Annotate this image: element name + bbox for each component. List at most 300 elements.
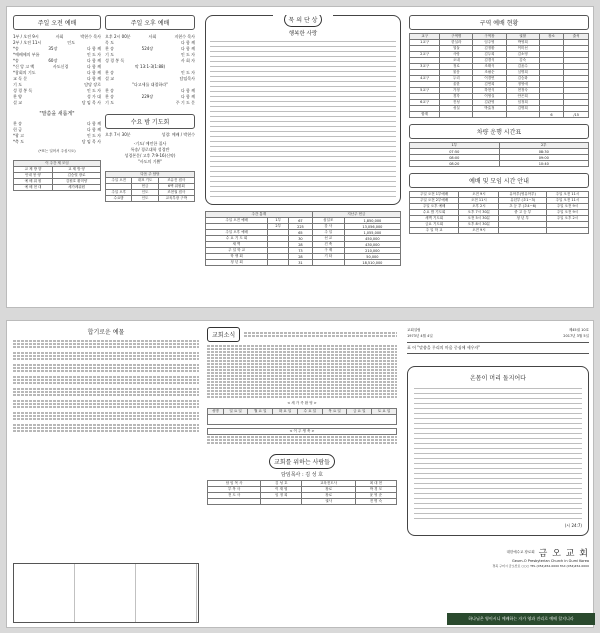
news-item — [207, 360, 397, 362]
news-item — [207, 345, 397, 347]
order-row-cell: 담 임 목 사 — [81, 100, 101, 105]
news-item — [207, 387, 397, 389]
birthday-title: < 이 주 생 축 > — [207, 428, 397, 435]
district-row-cell: /15 — [564, 112, 589, 118]
cover-panel — [407, 327, 589, 617]
district-row-cell: 김소영 — [506, 52, 539, 58]
cover-poem-box — [407, 366, 589, 536]
wednesday-service-title: 수요 밤 기도회 — [105, 114, 195, 129]
district-row-cell: 6 — [539, 112, 564, 118]
order-row-cell: 다 함 께 — [86, 121, 101, 126]
stats-row-cell: 학 생 회 — [206, 254, 268, 260]
cover-issue: 제45권 10호 — [568, 328, 589, 332]
district-row-cell: 정영애 — [506, 82, 539, 88]
prayer-text-line — [13, 388, 199, 390]
order-row-cell: *축 도 — [13, 139, 24, 144]
duty-row-cell — [261, 499, 302, 505]
schedule-header: 화 요 일 — [273, 409, 298, 415]
order-row-cell: 다 함 께 — [86, 76, 101, 81]
duty-title: 교회를 위하는 사람들 — [269, 454, 335, 469]
district-row-cell: 사랑 — [440, 52, 473, 58]
prayer-section — [13, 364, 199, 372]
car-header: 2부 — [499, 143, 589, 149]
prayer-section — [13, 352, 199, 360]
order-row-cell: *참회의 기도 — [13, 70, 36, 75]
meeting-row-cell: 주 일 학 교 — [410, 228, 459, 234]
duty-row-cell: 전 명 숙 — [355, 499, 396, 505]
poem-body — [414, 388, 582, 523]
order-row-cell: 인 도 자 — [86, 133, 101, 138]
order-row-cell: 사도신경 — [52, 64, 69, 69]
stats-row-cell: 선 교 — [312, 236, 344, 242]
stats-row-cell: 주일 오전 예배 — [206, 218, 268, 224]
order-row — [13, 100, 101, 106]
offering-team-title: 이 주간 제 모임 — [14, 161, 101, 167]
district-row-cell: 김경식 — [473, 58, 506, 64]
meetings-table — [409, 191, 589, 234]
district-row-cell: 하현식 — [473, 88, 506, 94]
offering-team-table — [13, 160, 101, 191]
news-item — [207, 366, 397, 368]
order-row-cell: 지현수 목사 — [174, 34, 195, 39]
stats-row-cell: 1부 — [268, 218, 289, 224]
prayer-text-line — [13, 391, 199, 393]
offering-team-row-cell: 예 배 현 대 — [14, 185, 53, 191]
order-row-cell: 박현수 목사 — [80, 34, 101, 39]
prayer-panel — [13, 327, 199, 623]
district-row-cell: 김숙 — [506, 58, 539, 64]
attendance-title: 주간 통계 — [206, 212, 313, 218]
district-row — [410, 112, 589, 118]
prayer-text-line — [13, 400, 199, 402]
district-row-cell: 4교구 — [410, 76, 440, 82]
prayer-text-line — [13, 364, 199, 366]
cover-motto: 표 어 "말씀을 무리의 마음 중심에 세우자" — [407, 342, 589, 354]
order-row-cell: 찬 송 — [105, 70, 114, 75]
prayer-section — [13, 340, 199, 348]
afternoon-service-order — [105, 34, 195, 106]
district-row-cell: 심명희 — [506, 70, 539, 76]
duty-row-cell: 권사 — [302, 499, 355, 505]
stats-row-cell: 주 일 학 교 — [206, 248, 268, 254]
meeting-row-cell: 새벽 기도회 — [410, 216, 459, 222]
news-title: 교회소식 — [207, 327, 240, 342]
stats-row-cell: 새 벽 — [206, 242, 268, 248]
stats-row-cell: 감 사 — [312, 224, 344, 230]
stats-row-cell: 28 — [289, 242, 313, 248]
morning-service-order — [13, 34, 101, 106]
order-row-cell: 다 함 께 — [86, 70, 101, 75]
order-row-cell: 다 함 께 — [86, 58, 101, 63]
order-row-cell: 인도 — [67, 40, 75, 45]
district-header: 출석 — [564, 34, 589, 40]
next-week-row-cell: 주일 오후 — [106, 190, 132, 196]
district-row-cell: 임주영 — [473, 40, 506, 46]
district-header: 권찰 — [506, 34, 539, 40]
prayer-text-line — [13, 379, 199, 381]
district-row-cell: 김정환 — [473, 46, 506, 52]
prayer-text-line — [13, 352, 199, 354]
stats-row-cell: 210,000 — [344, 248, 400, 254]
wednesday-line: -기도/ 예언한 집사 — [133, 141, 167, 146]
schedule-header: 목 요 일 — [322, 409, 347, 415]
schedule-header: 월 요 일 — [248, 409, 273, 415]
prayer-text-line — [13, 358, 199, 360]
stats-row-cell: 67 — [289, 218, 313, 224]
stats-row — [206, 260, 401, 266]
car-row — [410, 161, 589, 167]
order-row-cell: 다 함 께 — [180, 40, 195, 45]
order-row-cell: 다 함 께 — [180, 94, 195, 99]
prayer-text-line — [13, 382, 199, 384]
offering-team-row-cell: 김원호 황미양 — [53, 179, 101, 185]
church-english-name: Geum-O Presbyterian Church in Gumi Korea — [512, 559, 589, 563]
cover-issue-date: 2017년 3월 5일 — [563, 334, 589, 338]
prayer-schedule-grid — [13, 563, 199, 623]
stats-row-cell: 225 — [289, 224, 313, 230]
order-row-cell: 인 도 자 — [180, 70, 195, 75]
order-row-cell: 헌 금 — [13, 127, 22, 132]
stats-row-cell: 기 타 — [312, 254, 344, 260]
meeting-row-cell: 금요 기도회 — [410, 222, 459, 228]
meeting-row-cell: 주일 오전 9시 — [546, 210, 588, 216]
meeting-row-cell — [546, 228, 588, 234]
order-row-cell: 설 교 — [105, 76, 114, 81]
poem-title: 온몸이 머리 돌지어다 — [470, 375, 526, 382]
prayer-text-line — [13, 430, 199, 432]
schedule-header: 수 요 일 — [297, 409, 322, 415]
meeting-row-cell: 오전 9시 — [459, 228, 499, 234]
district-row-cell: 합계 — [410, 112, 440, 118]
duty-row-cell: 최 대 현 — [355, 481, 396, 487]
stats-row-cell: 청 년 회 — [206, 260, 268, 266]
order-row-cell: 기 도 — [13, 82, 22, 87]
next-week-row-cell: 주일 오전 — [106, 178, 132, 184]
stats-row-cell: 18,510,000 — [344, 260, 400, 266]
news-item — [207, 363, 397, 365]
stats-row-cell: 2부 — [268, 224, 289, 230]
meeting-row-cell: 주일 오전 9시 — [546, 204, 588, 210]
offering-team-row-cell: 예 배 위 원 — [14, 179, 53, 185]
news-item — [207, 384, 397, 386]
order-row-cell: *예배에의 부름 — [13, 52, 40, 57]
meditation-title: 묵 의 단 상 — [284, 15, 323, 27]
order-row-cell: "다고세를 대접하라" — [132, 82, 168, 87]
district-row-cell: 물음 — [440, 70, 473, 76]
offering-team-row-cell: 교 제 방 양 — [53, 167, 101, 173]
prayer-text-line — [13, 367, 199, 369]
district-row-cell: 1교구 — [410, 40, 440, 46]
prayer-text-line — [13, 376, 199, 378]
news-item — [207, 378, 397, 380]
stats-row-cell: 65 — [289, 230, 313, 236]
duty-subtitle: 담임목사 : 김 성 호 — [281, 472, 323, 478]
order-row-cell: 사 회 자 — [180, 58, 195, 63]
stats-row-cell: 28 — [289, 254, 313, 260]
meditation-headline: 행복한 사랑 — [288, 31, 318, 37]
next-week-row-cell: 조현권 집사 — [158, 190, 194, 196]
car-row-cell: 08:20 — [410, 161, 500, 167]
meeting-row-cell: 수요 밤 기도회 — [410, 210, 459, 216]
district-row-cell: 가정 — [440, 88, 473, 94]
stats-row-cell: 73 — [289, 248, 313, 254]
order-row-cell: 35장 — [48, 46, 58, 51]
next-week-row-cell: 조유진 집사 — [158, 178, 194, 184]
meetings-title: 예배 및 모임 시간 안내 — [409, 173, 589, 188]
prayer-text-line — [13, 370, 199, 372]
meeting-row-cell: 유년부 (초1~3) — [499, 198, 546, 204]
morning-service-panel — [13, 15, 101, 295]
sermon-title: "말씀을 새롭게" — [39, 111, 75, 117]
stand-note: (*표는 일어서 주십시오) — [38, 149, 76, 153]
duty-row-cell: 박 경 모 — [355, 487, 396, 493]
prayer-sections — [13, 340, 199, 432]
poem-verse: (시 24:7) — [564, 523, 582, 528]
offering-team-row-cell: 김승렬 장로 — [53, 173, 101, 179]
news-item — [207, 372, 397, 374]
order-row-cell: 1부 / 오전 9시 — [13, 34, 39, 39]
order-row — [105, 100, 195, 106]
next-week-row — [106, 196, 195, 202]
duty-row-cell: 장로 — [302, 487, 355, 493]
district-row-cell: 열둘 — [440, 46, 473, 52]
wednesday-line: "사도의 기쁨" — [137, 159, 163, 164]
prayer-section — [13, 376, 199, 384]
district-header: 장소 — [539, 34, 564, 40]
prayer-text-line — [13, 403, 199, 405]
news-item — [207, 354, 397, 356]
schedule-panel — [409, 15, 589, 299]
offering-team-row-cell: 안내 봉 양 — [14, 173, 53, 179]
district-row-cell: 이경연 — [473, 76, 506, 82]
next-week-row-cell: 인도 — [132, 196, 158, 202]
duty-row-cell: 담 임 목 사 — [208, 481, 261, 487]
order-row-cell: 다 함 께 — [180, 46, 195, 51]
prayer-text-line — [13, 406, 199, 408]
stats-row-cell: 430,000 — [344, 242, 400, 248]
next-week-row-cell: 헌금 — [132, 184, 158, 190]
prayer-section — [13, 424, 199, 432]
news-item — [207, 357, 397, 359]
district-header: 교구 — [410, 34, 440, 40]
order-row-cell: 막 13:1-3(1:88) — [134, 64, 166, 69]
district-row-cell: 2교구 — [410, 52, 440, 58]
stats-row-cell — [312, 260, 344, 266]
stats-row-cell: 주 일 — [312, 230, 344, 236]
prayer-text-line — [13, 343, 199, 345]
afternoon-service-title: 주일 오후 예배 — [105, 15, 195, 30]
next-week-row-cell: 대표 기도 — [132, 178, 158, 184]
offering-title: 지난주 헌금 — [312, 212, 400, 218]
meeting-row-cell: 오전 9시 — [459, 192, 499, 198]
district-header: 구역명 — [440, 34, 473, 40]
duty-row-cell: 전 도 사 — [208, 493, 261, 499]
district-row-cell: 울한 — [440, 82, 473, 88]
news-item — [207, 396, 397, 398]
offering-team-row-cell: 교 제 방 향 — [14, 167, 53, 173]
wednesday-time: 오후 7시 30분 — [105, 132, 131, 137]
car-schedule-table — [409, 142, 589, 167]
order-row-cell: 다 함 께 — [180, 88, 195, 93]
district-row-cell: 3교구 — [410, 64, 440, 70]
car-row-cell: 09:00 — [499, 155, 589, 161]
stats-row-cell: 건 축 — [312, 242, 344, 248]
meeting-row-cell: 주일 오전 11시 — [546, 198, 588, 204]
stats-row-cell: 1,055,000 — [344, 230, 400, 236]
meeting-row-cell: 오후 2시 — [459, 204, 499, 210]
district-row-cell: 현정숙 — [506, 88, 539, 94]
duty-row-cell: 윤 영 준 — [355, 493, 396, 499]
order-row-cell: 성 경 봉 독 — [105, 58, 125, 63]
district-header: 구역장 — [473, 34, 506, 40]
district-row-cell: 김연희 — [473, 82, 506, 88]
cover-founded-label: 교회설립 — [407, 328, 421, 332]
stats-row-cell: 450,000 — [344, 236, 400, 242]
church-denomination: 대한예수교 장로회 — [506, 550, 535, 554]
order-row-cell: 찬 송 — [105, 94, 114, 99]
car-row-cell: 10:40 — [499, 161, 589, 167]
news-items — [207, 345, 397, 398]
meeting-row-cell: 초 등 부 (초4~6) — [499, 204, 546, 210]
meeting-row-cell: 유아부(영유아부) — [499, 192, 546, 198]
district-row-cell: 박영희 — [506, 40, 539, 46]
car-row-cell: 08:30 — [499, 149, 589, 155]
stats-row-cell: 십일조 — [312, 218, 344, 224]
meditation-body — [210, 41, 396, 201]
order-row-cell: 기 도 — [105, 100, 114, 105]
next-week-row-cell: 수요밤 — [106, 196, 132, 202]
district-row-cell: 조필순 — [473, 70, 506, 76]
meeting-row-cell: 주일 오전 11시 — [546, 192, 588, 198]
schedule-header: 토 요 일 — [372, 409, 397, 415]
district-row-cell: 박효정 — [473, 106, 506, 112]
wednesday-line: 성경본문/ 고후 7:9-16(신약) — [124, 153, 176, 158]
district-row-cell: 김두희 — [473, 52, 506, 58]
order-row-cell: 다 함 께 — [86, 46, 101, 51]
meeting-row-cell: 청 년 부 — [499, 216, 546, 222]
order-row-cell: 주 기 도 문 — [175, 100, 195, 105]
order-row-cell: 인 도 자 — [86, 88, 101, 93]
meeting-row-cell: 주일 오후 예배 — [410, 204, 459, 210]
district-row-cell — [440, 112, 473, 118]
prayer-section — [13, 400, 199, 408]
next-week-row-cell: 인도 — [132, 190, 158, 196]
news-item — [207, 369, 397, 371]
order-row-cell: 기 도 — [105, 52, 114, 57]
news-item — [207, 351, 397, 353]
district-row-cell: 경각 — [440, 94, 473, 100]
order-row-cell: 인 도 자 — [180, 52, 195, 57]
church-name: 금 오 교 회 — [538, 549, 589, 559]
cover-founded-date: 1973년 4월 4일 — [407, 334, 433, 338]
order-row-cell: 찬 송 — [13, 121, 22, 126]
stats-row-cell — [268, 260, 289, 266]
duty-row-cell: 장로 — [302, 493, 355, 499]
schedule-header: 성명 — [208, 409, 224, 415]
duty-row-cell: 부 목 사 — [208, 487, 261, 493]
prayer-title: 합기로운 예물 — [87, 329, 125, 336]
district-row-cell: 정로 — [440, 64, 473, 70]
church-address: 경북 구미시 금오산로 ○○○ TEL (054)452-0000 FAX (054)452-0000 — [492, 564, 589, 568]
wednesday-order — [105, 141, 195, 165]
news-item — [207, 381, 397, 383]
stats-row-cell: 1,850,000 — [344, 218, 400, 224]
next-week-row — [106, 178, 195, 184]
meditation-panel — [205, 15, 401, 299]
order-row-cell: 사회 — [55, 34, 64, 39]
prayer-text-line — [13, 418, 199, 420]
car-row-cell: 07:50 — [410, 149, 500, 155]
stats-row-cell: 31 — [289, 260, 313, 266]
meeting-row-cell: 중 고 등 부 — [499, 210, 546, 216]
morning-service-title: 주일 오전 예배 — [13, 15, 101, 30]
district-row-cell — [506, 112, 539, 118]
prayer-section — [13, 388, 199, 396]
order-row-cell: 성 경 봉 독 — [13, 88, 33, 93]
district-row-cell: 안은희 — [506, 94, 539, 100]
order-row-cell: *광 고 — [13, 133, 24, 138]
cover-dates-row — [407, 333, 589, 339]
prayer-text-line — [13, 412, 199, 414]
stats-row-cell: 13,056,000 — [344, 224, 400, 230]
district-row-cell: 이영실 — [473, 94, 506, 100]
order-row-cell: 사회 — [148, 34, 157, 39]
prayer-text-line — [13, 355, 199, 357]
wednesday-time-row — [105, 132, 195, 138]
district-row-cell: 오내 — [440, 58, 473, 64]
order-row-cell: 담당 장로 — [84, 82, 101, 87]
meditation-box — [205, 15, 401, 205]
order-row-cell: 524장 — [141, 46, 154, 51]
order-row-cell: 성 가 대 — [86, 94, 101, 99]
schedule-header: 일 요 일 — [223, 409, 248, 415]
order-row-cell: 다 함 께 — [86, 127, 101, 132]
news-panel — [207, 327, 397, 623]
district-row-cell — [473, 112, 506, 118]
district-row-cell: 성실 — [440, 106, 473, 112]
bulletin-inner-sheet — [6, 6, 594, 308]
news-item — [207, 390, 397, 392]
prayer-text-line — [13, 427, 199, 429]
district-row-cell: 한실라 — [440, 40, 473, 46]
order-row-cell: 찬 송 — [105, 88, 114, 93]
prayer-text-line — [13, 394, 199, 396]
prayer-text-line — [13, 340, 199, 342]
district-row-cell: 김윤수 — [506, 64, 539, 70]
order-row-cell: *송 — [13, 58, 19, 63]
district-row-cell: 6교구 — [410, 100, 440, 106]
offering-team-row-cell: 세가례위원 — [53, 185, 101, 191]
meeting-row-cell — [499, 228, 546, 234]
weekly-schedule-table — [207, 408, 397, 425]
order-row-cell: 찬 양 — [13, 94, 22, 99]
order-row-cell: 오후 2시 00분 — [105, 34, 131, 39]
car-header: 1부 — [410, 143, 500, 149]
order-row-cell: 묵 도 — [105, 40, 114, 45]
district-table — [409, 33, 589, 118]
meeting-row-cell: 주일 오전 2부예배 — [410, 198, 459, 204]
order-row-cell: *송 — [13, 46, 19, 51]
district-row-cell: 조태식 — [473, 64, 506, 70]
order-row-cell: 담임목사 — [179, 76, 195, 81]
car-schedule-title: 차량 운행 시간표 — [409, 124, 589, 139]
prayer-text-line — [13, 424, 199, 426]
wednesday-line: 특송/ 경로대학 성경반 — [130, 147, 170, 152]
meeting-row — [410, 228, 589, 234]
prayer-section — [13, 412, 199, 420]
prayer-text-line — [13, 346, 199, 348]
offering-team-table-wrap — [13, 160, 101, 191]
